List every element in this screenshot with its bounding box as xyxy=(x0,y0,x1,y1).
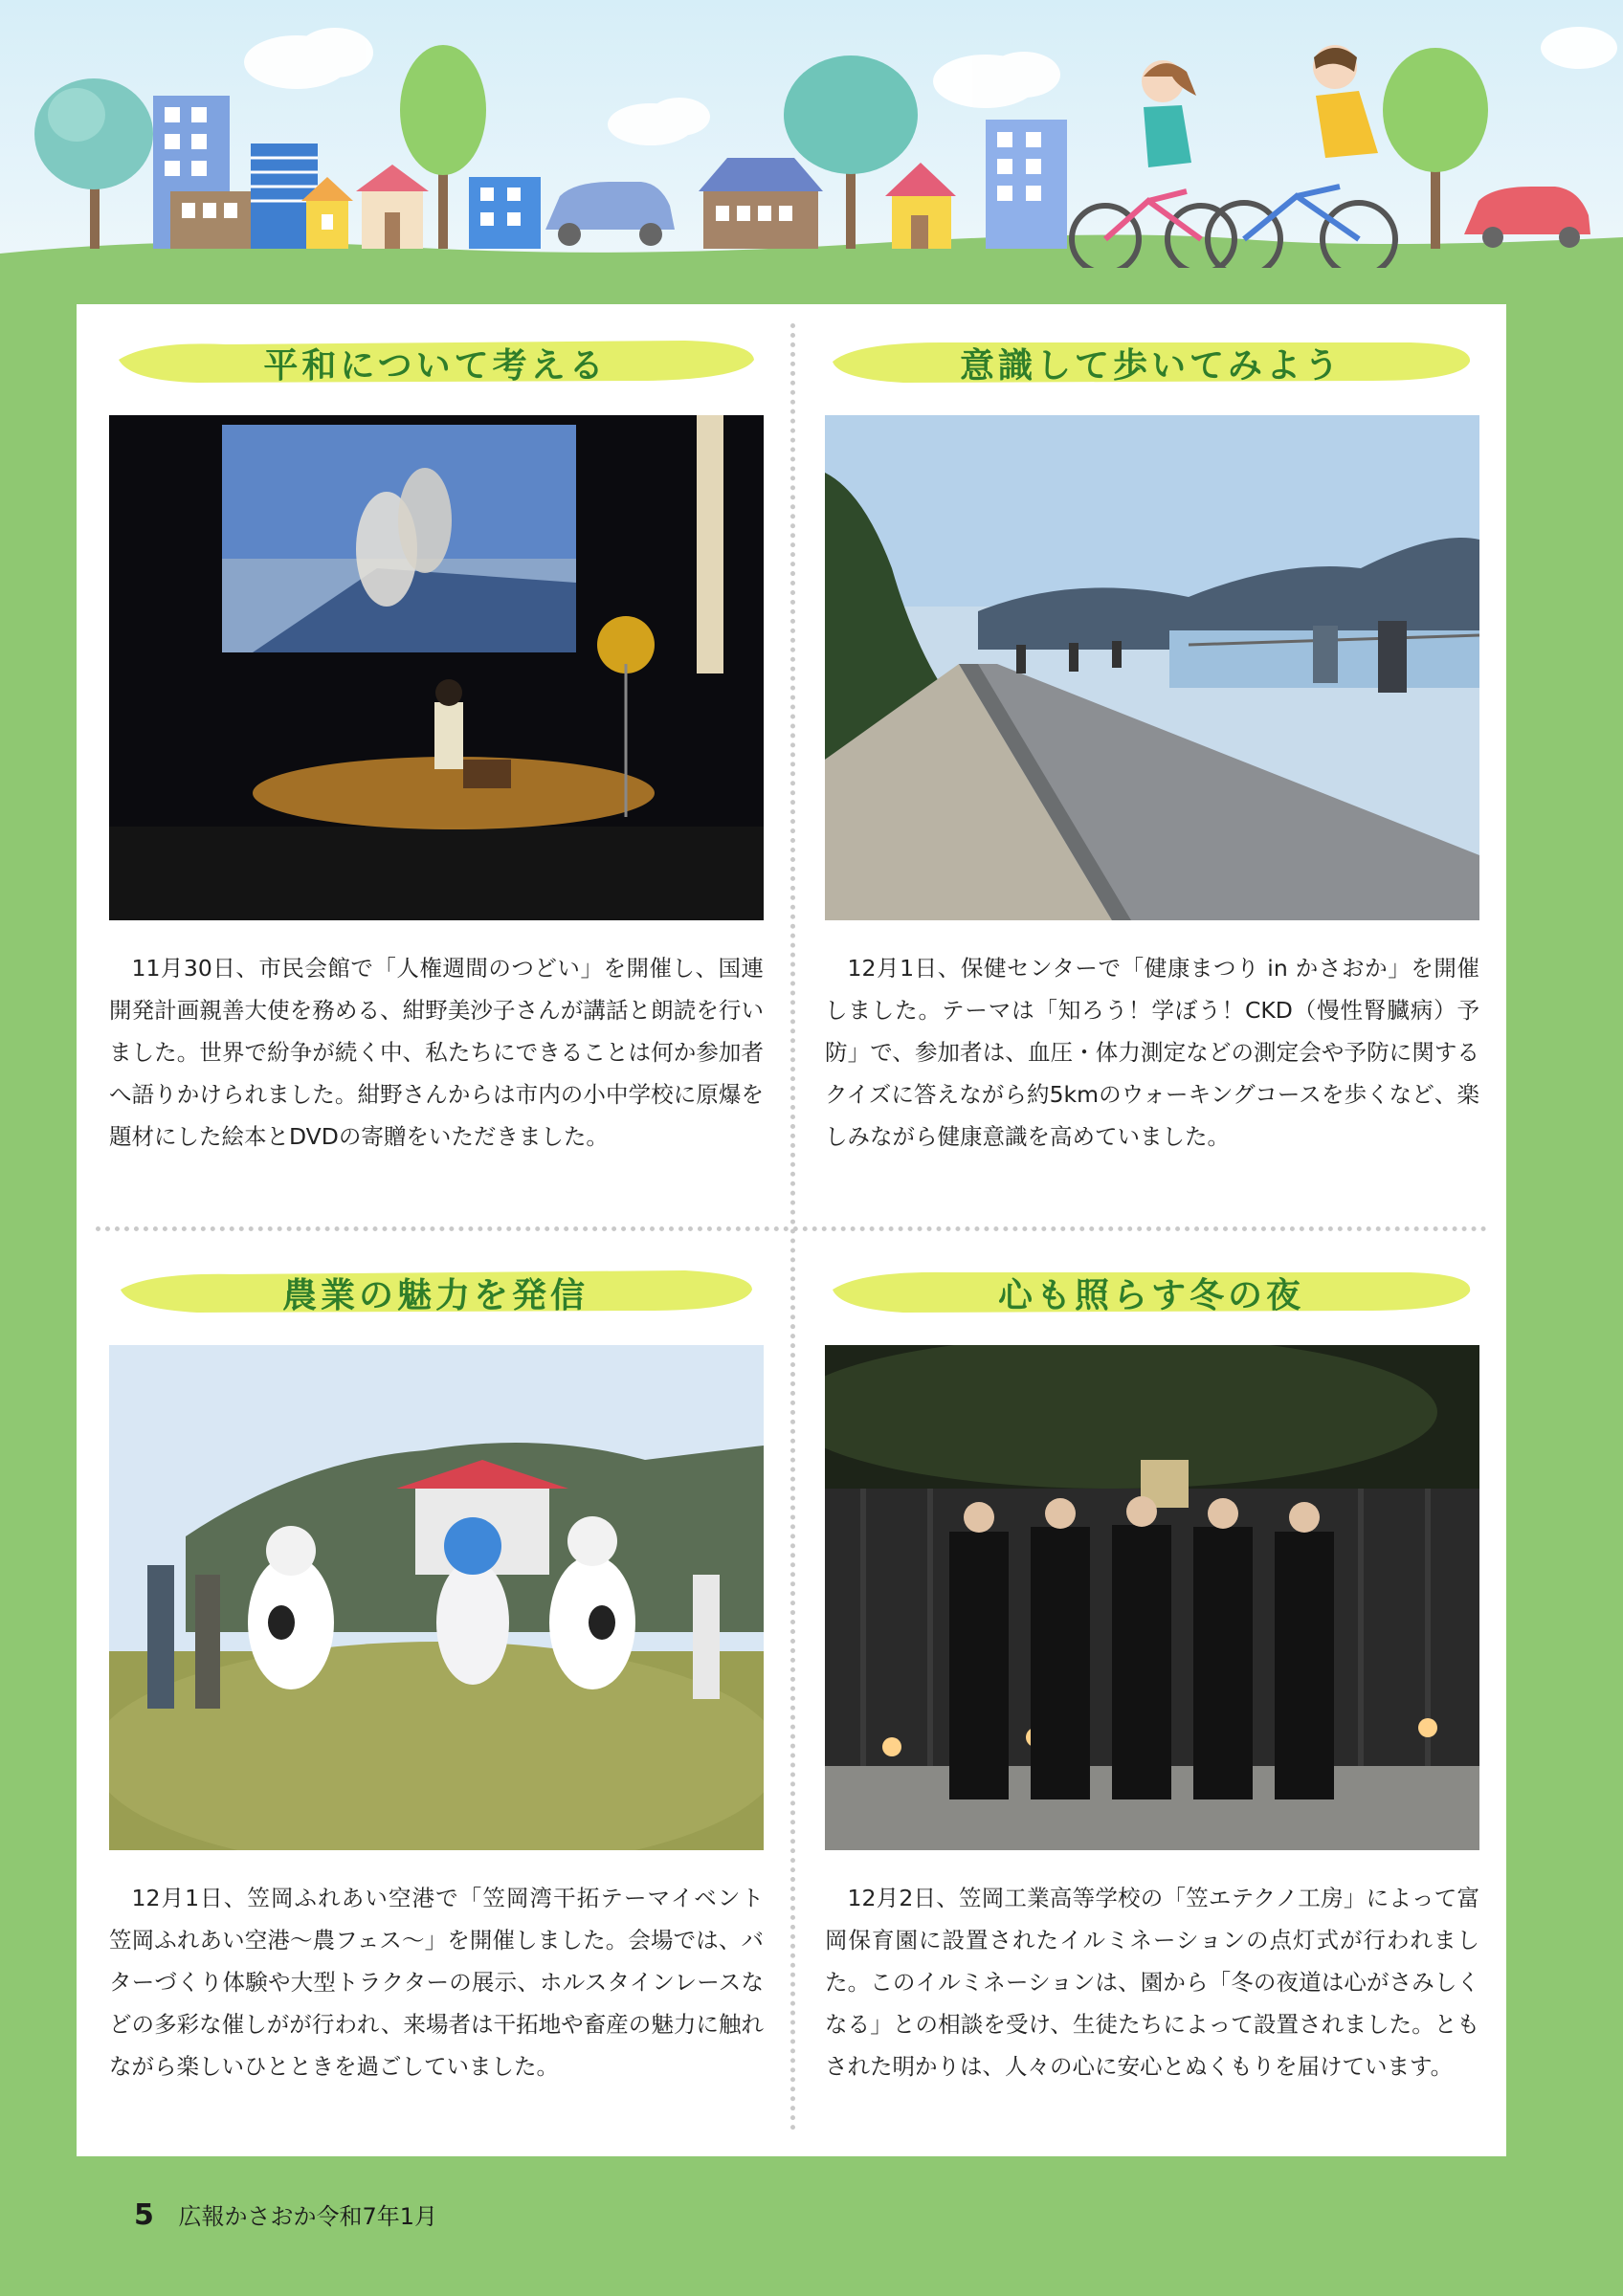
article-body: 12月2日、笠岡工業高等学校の「笠エテクノ工房」によって富岡保育園に設置されたイルミネーションの点灯式が行われました。このイルミネーションは、園から「冬の夜道は心がさみしくなる」との相談を受け、生徒たちによって設置されました。ともされた明かりは、人々の心に安心とぬくもりを届けています。 xyxy=(825,1885,1479,2080)
article-body: 12月1日、笠岡ふれあい空港で「笠岡湾干拓テーマイベント 笠岡ふれあい空港～農フェス～」を開催しました。会場では、バターづくり体験や大型トラクターの展示、ホルスタインレースなどの多彩な催しがが行われ、来場者は干拓地や畜産の魅力に触れながら楽しいひとときを過ごしていました。 xyxy=(109,1885,787,2080)
article-title-banner xyxy=(827,1261,1476,1322)
photo-walking-course xyxy=(825,415,1479,920)
car-blue xyxy=(545,182,675,246)
car-red xyxy=(1464,187,1590,248)
article-title-banner xyxy=(111,331,760,392)
article-agriculture xyxy=(105,1261,787,2087)
page-number: 5 xyxy=(134,2198,154,2232)
page-footer xyxy=(134,2197,437,2232)
photo-farm-festival xyxy=(109,1345,764,1850)
town-scene-illustration xyxy=(0,0,1623,268)
article-title-banner xyxy=(111,1261,760,1322)
article-walking xyxy=(821,331,1481,1158)
article-title: 農業の魅力を発信 xyxy=(281,1276,589,1315)
article-title: 心も照らす冬の夜 xyxy=(997,1276,1304,1315)
article-illumination xyxy=(821,1261,1481,2087)
article-title: 平和について考える xyxy=(263,346,608,386)
tree-left xyxy=(34,78,153,249)
header-illustration xyxy=(0,0,1623,268)
article-peace xyxy=(105,331,766,1158)
article-body: 11月30日、市民会館で「人権週間のつどい」を開催し、国連開発計画親善大使を務める、紺野美沙子さんが講話と朗読を行いました。世界で紛争が続く中、私たちにできることは何か参加者へ語りかけられました。紺野さんからは市内の小中学校に原爆を題材にした絵本とDVDの寄贈をいただきました。 xyxy=(109,955,764,1150)
article-title-banner xyxy=(827,331,1476,392)
horizontal-dotted-divider xyxy=(96,1226,1487,1231)
article-title: 意識して歩いてみよう xyxy=(959,346,1343,386)
publication-name: 広報かさおか令和7年1月 xyxy=(178,2203,438,2230)
photo-lecture-stage xyxy=(109,415,764,920)
content-panel xyxy=(77,304,1506,2156)
article-body: 12月1日、保健センターで「健康まつり in かさおか」を開催しました。テーマは「知ろう！学ぼう！CKD（慢性腎臓病）予防」で、参加者は、血圧・体力測定などの測定会や予防に関するクイズに答えながら約5kmのウォーキングコースを歩くなど、楽しみながら健康意識を高めていました。 xyxy=(825,955,1479,1150)
photo-students-illumination xyxy=(825,1345,1479,1850)
